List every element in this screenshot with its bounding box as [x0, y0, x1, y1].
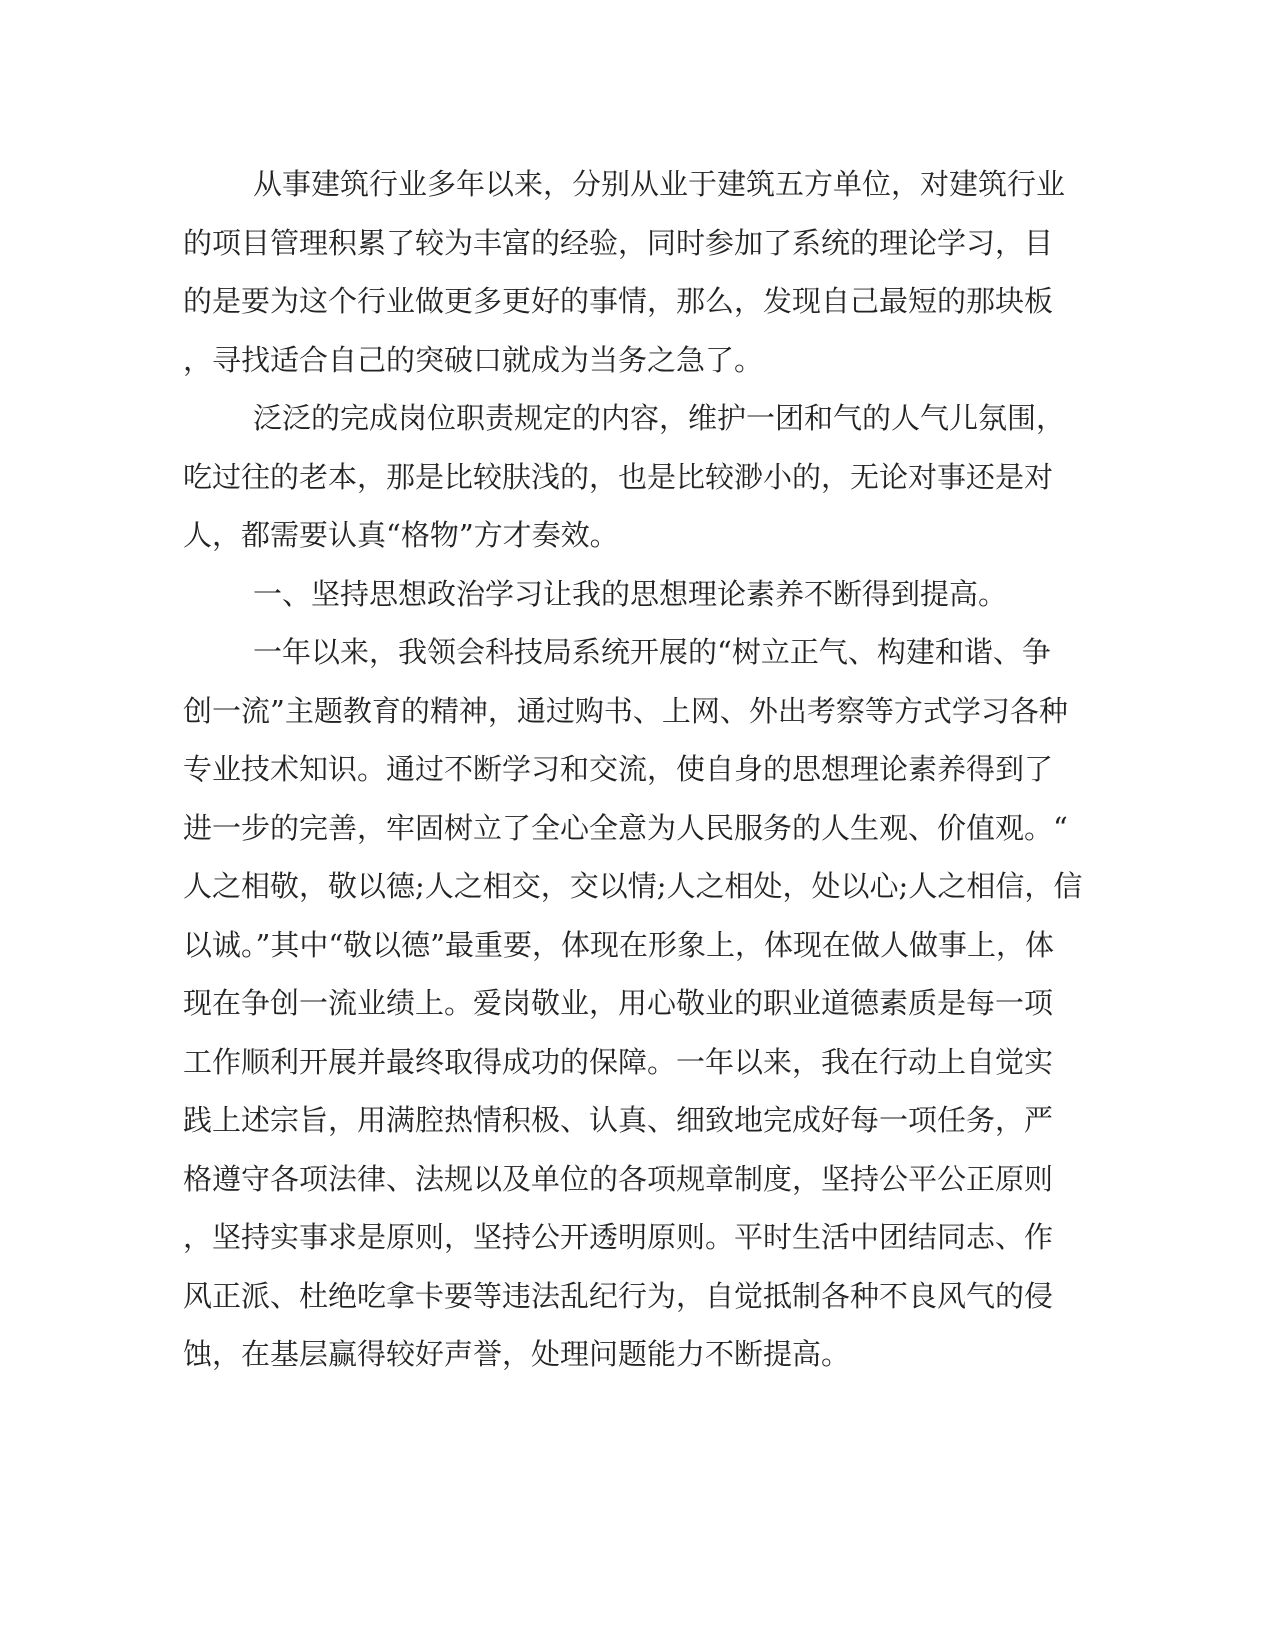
paragraph-intro [183, 155, 1066, 389]
text-line: ，寻找适合自己的突破口就成为当务之急了。 [183, 342, 764, 377]
text-line: 泛泛的完成岗位职责规定的内容，维护一团和气的人气儿氛围， [253, 401, 1066, 435]
text-line: 的是要为这个行业做更多更好的事情，那么，发现自己最短的那块板 [183, 284, 1054, 318]
paragraph-reflection [183, 389, 1066, 565]
text-line: 进一步的完善，牢固树立了全心全意为人民服务的人生观、价值观。“ [183, 810, 1068, 845]
text-line: 风正派、杜绝吃拿卡要等违法乱纪行为，自觉抵制各种不良风气的侵 [183, 1278, 1054, 1313]
text-line: ，坚持实事求是原则，坚持公开透明原则。平时生活中团结同志、作 [183, 1220, 1054, 1254]
text-line: 现在争创一流业绩上。爱岗敬业，用心敬业的职业道德素质是每一项 [183, 986, 1054, 1020]
text-line: 一、坚持思想政治学习让我的思想理论素养不断得到提高。 [253, 576, 1008, 611]
text-line: 吃过往的老本，那是比较肤浅的，也是比较渺小的，无论对事还是对 [183, 459, 1054, 494]
text-line: 以诚。”其中“敬以德”最重要，体现在形象上，体现在做人做事上，体 [183, 927, 1054, 962]
text-line: 创一流”主题教育的精神，通过购书、上网、外出考察等方式学习各种 [183, 693, 1068, 728]
text-line: 的项目管理积累了较为丰富的经验，同时参加了系统的理论学习，目 [183, 225, 1054, 260]
text-line: 人，都需要认真“格物”方才奏效。 [183, 518, 619, 552]
text-line: 专业技术知识。通过不断学习和交流，使自身的思想理论素养得到了 [183, 752, 1054, 786]
section-heading-one [183, 565, 1043, 624]
text-line: 蚀，在基层赢得较好声誉，处理问题能力不断提高。 [183, 1337, 851, 1371]
text-line: 从事建筑行业多年以来，分别从业于建筑五方单位，对建筑行业 [253, 167, 1066, 201]
text-line: 人之相敬，敬以德;人之相交，交以情;人之相处，处以心;人之相信，信 [183, 869, 1083, 903]
document-body [183, 155, 1083, 1384]
text-line: 格遵守各项法律、法规以及单位的各项规章制度，坚持公平公正原则 [183, 1161, 1054, 1196]
text-line: 一年以来，我领会科技局系统开展的“树立正气、构建和谐、争 [253, 635, 1051, 669]
text-line: 工作顺利开展并最终取得成功的保障。一年以来，我在行动上自觉实 [183, 1044, 1054, 1079]
text-line: 践上述宗旨，用满腔热情积极、认真、细致地完成好每一项任务，严 [183, 1103, 1054, 1137]
paragraph-body-one [183, 623, 1083, 1384]
